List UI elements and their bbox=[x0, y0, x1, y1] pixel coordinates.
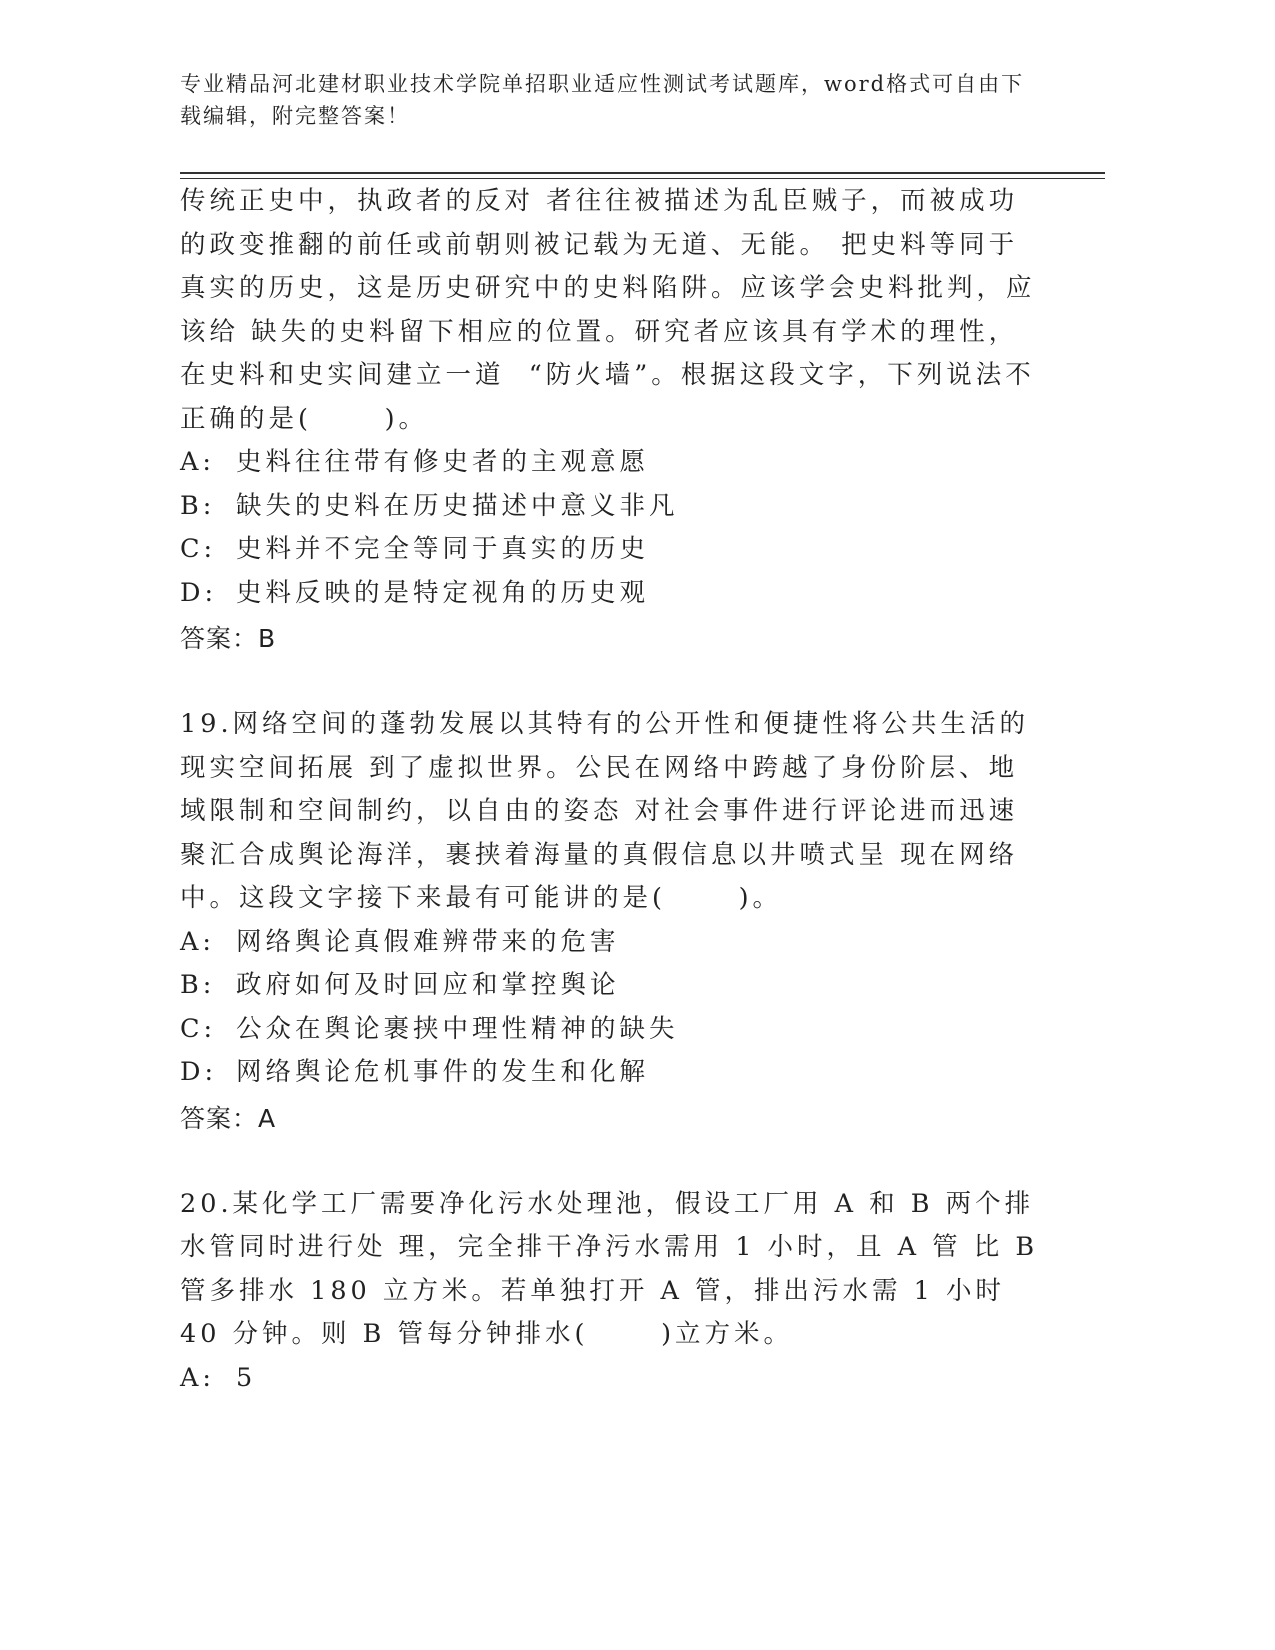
option-label: A: bbox=[180, 447, 216, 477]
option-text: 公众在舆论裹挟中理性精神的缺失 bbox=[236, 1013, 679, 1044]
question-text: 20.某化学工厂需要净化污水处理池，假设工厂用 A 和 B 两个排水管同时进行处 理，完全排干净污水需用 1 小时，且 A 管 比 B 管多排水 180 立方米。若单独打开 A 管，排出污水需 1 小时 40 分钟。则 B 管每分钟排水( )立方米。 bbox=[180, 1188, 1051, 1349]
option-text: 网络舆论危机事件的发生和化解 bbox=[236, 1057, 650, 1087]
option-text: 史料往往带有修史者的主观意愿 bbox=[236, 447, 650, 477]
option-item bbox=[180, 485, 1040, 529]
option-text: 史料并不完全等同于真实的历史 bbox=[236, 534, 650, 564]
option-text: 5 bbox=[236, 1362, 257, 1393]
answer-line: 答案：A bbox=[180, 1103, 277, 1133]
option-text: 网络舆论真假难辨带来的危害 bbox=[236, 926, 620, 957]
header-rule-thin bbox=[180, 178, 1105, 179]
answer-line: 答案：B bbox=[180, 624, 277, 653]
option-item bbox=[180, 572, 1040, 616]
option-label: D: bbox=[180, 1057, 218, 1087]
option-text: 缺失的史料在历史描述中意义非凡 bbox=[236, 490, 679, 521]
question-block bbox=[180, 180, 1040, 662]
option-item bbox=[180, 1051, 1040, 1095]
option-text: 政府如何及时回应和掌控舆论 bbox=[236, 970, 620, 1000]
option-item bbox=[180, 441, 1040, 485]
question-block bbox=[180, 1183, 1051, 1401]
option-text: 史料反映的是特定视角的历史观 bbox=[236, 577, 650, 608]
option-label: B: bbox=[180, 970, 216, 1000]
option-label: A: bbox=[180, 926, 216, 957]
option-label: C: bbox=[180, 1013, 217, 1044]
option-item bbox=[180, 1008, 1040, 1052]
document-header: 专业精品河北建材职业技术学院单招职业适应性测试考试题库，word格式可自由下载编辑，附完整答案！ bbox=[180, 72, 1025, 128]
question-block bbox=[180, 703, 1040, 1142]
option-item bbox=[180, 921, 1040, 965]
option-item bbox=[180, 1357, 1040, 1401]
question-text: 19.网络空间的蓬勃发展以其特有的公开性和便捷性将公共生活的现实空间拓展 到了虚拟世界。公民在网络中跨越了身份阶层、地域限制和空间制约，以自由的姿态 对社会事件进行评论进而迅速聚汇合成舆论海洋，裹挟着海量的真假信息以井喷式呈 现在网络中。这段文字接下来最有可能讲的是( )。 bbox=[180, 709, 1030, 913]
option-label: D: bbox=[180, 577, 218, 608]
option-label: B: bbox=[180, 490, 216, 521]
option-label: C: bbox=[180, 534, 217, 564]
header-rule-thick bbox=[180, 172, 1105, 174]
question-list bbox=[180, 180, 1051, 1400]
option-label: A: bbox=[180, 1362, 216, 1393]
option-item bbox=[180, 528, 1040, 572]
option-item bbox=[180, 964, 1040, 1008]
question-text: 传统正史中，执政者的反对 者往往被描述为乱臣贼子，而被成功的政变推翻的前任或前朝则被记载为无道、无能。 把史料等同于真实的历史，这是历史研究中的史料陷阱。应该学会史料批判，应该给 缺失的史料留下相应的位置。研究者应该具有学术的理性，在史料和史实间建立一道 “防火墙”。根据这段文字，下列说法不正确的是( )。 bbox=[180, 186, 1036, 434]
